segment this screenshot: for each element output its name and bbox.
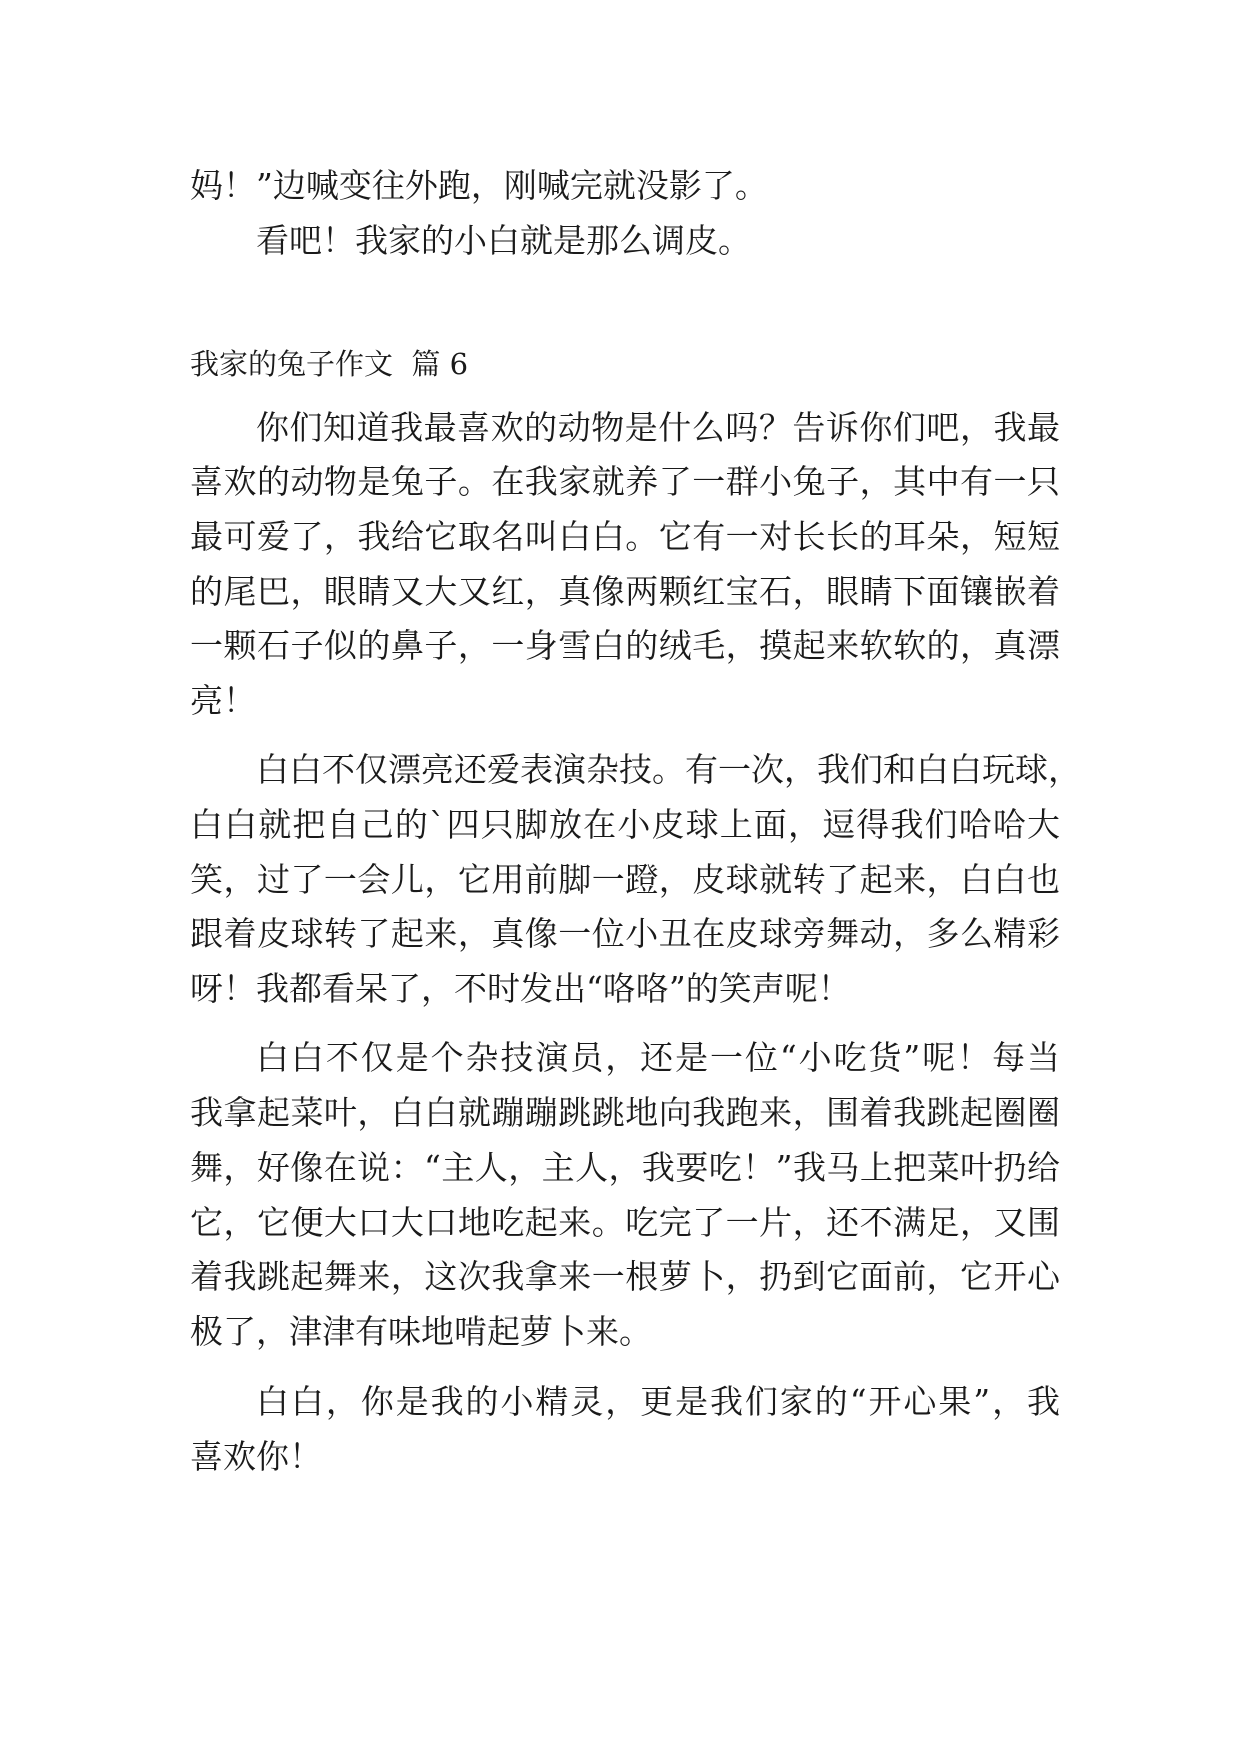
text-line: 看吧！我家的小白就是那么调皮。	[256, 221, 751, 260]
text-line: 呀！我都看呆了，不时发出“咯咯”的笑声呢！	[190, 969, 851, 1008]
text-line: 妈！”边喊变往外跑，刚喊完就没影了。	[190, 166, 768, 205]
text-line: 白白，你是我的小精灵，更是我们家的“开心果”，我	[256, 1382, 1060, 1421]
text-line: 极了，津津有味地啃起萝卜来。	[190, 1312, 652, 1351]
text-line: 我拿起菜叶，白白就蹦蹦跳跳地向我跑来，围着我跳起圈圈	[190, 1093, 1060, 1132]
text-line: 的尾巴，眼睛又大又红，真像两颗红宝石，眼睛下面镶嵌着	[190, 572, 1060, 611]
text-line: 喜欢你！	[190, 1437, 322, 1476]
text-line: 白白不仅是个杂技演员，还是一位“小吃货”呢！每当	[256, 1038, 1060, 1077]
text-line: 着我跳起舞来，这次我拿来一根萝卜，扔到它面前，它开心	[190, 1257, 1060, 1296]
text-line: 最可爱了，我给它取名叫白白。它有一对长长的耳朵，短短	[190, 517, 1060, 556]
text-line: 舞，好像在说：“主人，主人，我要吃！”我马上把菜叶扔给	[190, 1148, 1060, 1187]
text-line: 亮！	[190, 681, 256, 720]
text-line: 跟着皮球转了起来，真像一位小丑在皮球旁舞动，多么精彩	[190, 914, 1060, 953]
text-line: 白白不仅漂亮还爱表演杂技。有一次，我们和白白玩球，	[256, 750, 1081, 789]
section-title: 我家的兔子作文 篇 6	[190, 347, 469, 381]
text-line: 笑，过了一会儿，它用前脚一蹬，皮球就转了起来，白白也	[190, 860, 1060, 899]
text-line: 你们知道我最喜欢的动物是什么吗？告诉你们吧，我最	[256, 408, 1060, 447]
text-line: 白白就把自己的`四只脚放在小皮球上面，逗得我们哈哈大	[190, 805, 1060, 844]
text-line: 它，它便大口大口地吃起来。吃完了一片，还不满足，又围	[190, 1203, 1060, 1242]
text-line: 一颗石子似的鼻子，一身雪白的绒毛，摸起来软软的，真漂	[190, 626, 1060, 665]
text-line: 喜欢的动物是兔子。在我家就养了一群小兔子，其中有一只	[190, 462, 1060, 501]
